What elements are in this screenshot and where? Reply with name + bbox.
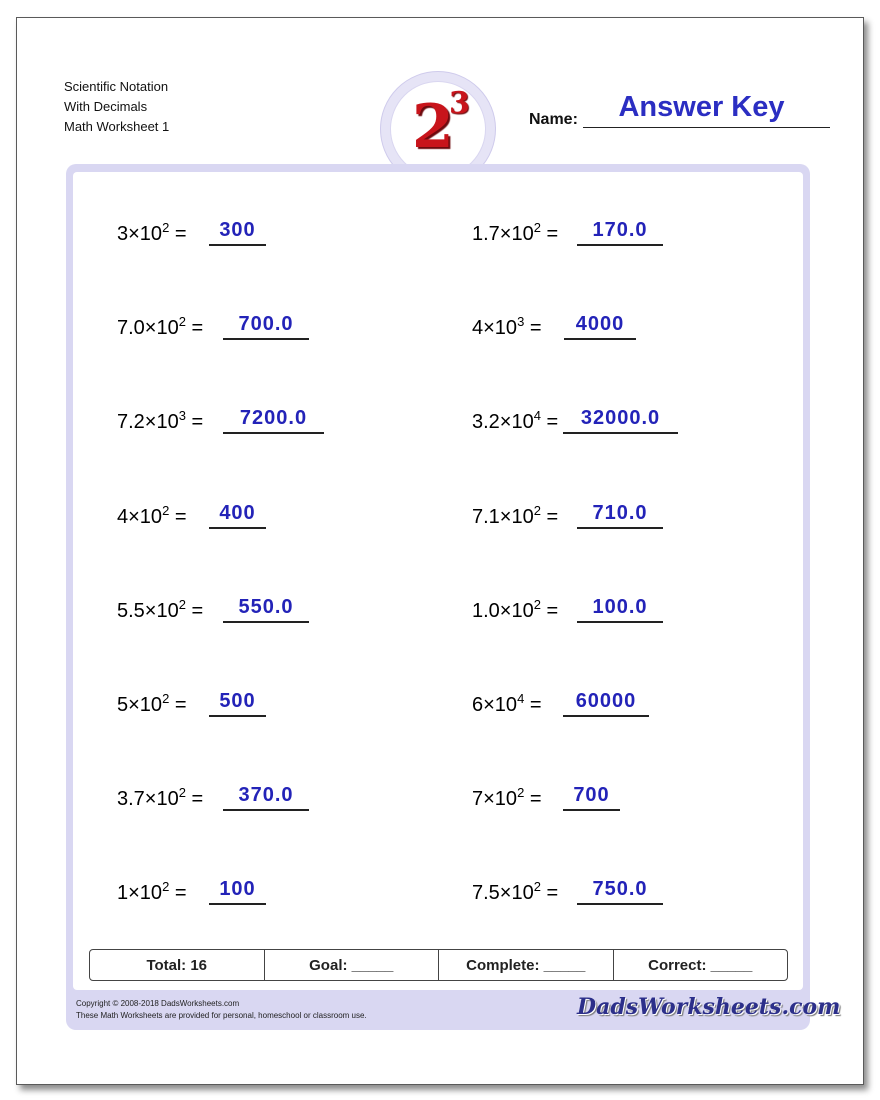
problem-exponent: 2 [178,597,186,612]
name-label: Name: [529,111,578,128]
equals-sign: = [524,317,542,339]
answer-blank[interactable] [577,593,663,623]
problem-expression [117,220,187,246]
equals-sign: = [540,506,559,528]
problem-item [472,875,712,909]
answer-blank[interactable] [223,781,309,811]
answer-blank[interactable] [563,781,620,811]
problem-expression [117,785,203,811]
problem-base: 4×10 [472,317,518,339]
score-goal[interactable]: Goal: _____ [265,950,440,980]
problem-exponent: 2 [162,691,170,706]
answer-value: 100.0 [592,596,648,618]
problem-expression [117,597,203,623]
answer-value: 370.0 [238,784,294,806]
problem-expression [472,314,542,340]
name-field-line[interactable] [583,127,830,128]
problem-expression [472,597,558,623]
problem-expression [472,785,542,811]
problem-base: 6×10 [472,694,518,716]
problem-expression [472,408,558,434]
worksheet-title [64,77,169,137]
problem-item [472,593,712,627]
problem-exponent: 2 [162,503,170,518]
problem-item [117,781,357,815]
answer-value: 32000.0 [580,407,661,429]
copyright-notice [76,998,367,1022]
answer-blank[interactable] [209,216,266,246]
dadsworksheets-logo[interactable]: DadsWorksheets.com [577,994,841,1020]
problem-exponent: 3 [178,408,186,423]
answer-value: 700 [573,784,610,806]
problem-expression [117,503,187,529]
problem-item [117,216,357,250]
answer-value: 300 [219,219,256,241]
problem-expression [472,503,558,529]
problem-base: 5.5×10 [117,600,179,622]
answer-blank[interactable] [577,875,663,905]
answer-value: 60000 [575,690,637,712]
answer-value: 710.0 [592,502,648,524]
answer-value: 550.0 [238,596,294,618]
problem-expression [117,408,203,434]
problem-item [117,404,357,438]
problem-item [117,499,357,533]
equals-sign: = [524,694,542,716]
problem-item [472,781,712,815]
problem-base: 3.2×10 [472,411,534,433]
usage-line: These Math Worksheets are provided for personal, homeschool or classroom use. [76,1011,367,1020]
problem-exponent: 2 [517,785,525,800]
problem-base: 7.5×10 [472,882,534,904]
answer-value: 750.0 [592,878,648,900]
problem-exponent: 2 [162,220,170,235]
answer-blank[interactable] [223,593,309,623]
problem-expression [472,879,558,905]
answer-blank[interactable] [564,310,636,340]
answer-value: 4000 [575,313,625,335]
answer-blank[interactable] [563,687,649,717]
answer-blank[interactable] [223,310,309,340]
problem-exponent: 2 [533,597,541,612]
equals-sign: = [185,317,204,339]
equals-sign: = [169,223,187,245]
problem-item [472,687,712,721]
problem-item [117,875,357,909]
score-correct[interactable]: Correct: _____ [648,956,753,974]
answer-value: 700.0 [238,313,294,335]
problem-exponent: 2 [533,220,541,235]
answer-value: 7200.0 [239,407,308,429]
problem-exponent: 2 [533,879,541,894]
problem-item [472,216,712,250]
title-line-2: With Decimals [64,99,148,114]
problem-exponent: 4 [517,691,525,706]
title-line-1: Scientific Notation [64,79,169,94]
problem-expression [117,314,203,340]
equals-sign: = [169,882,187,904]
problem-exponent: 2 [162,879,170,894]
answer-key-text: Answer Key [618,91,785,123]
problem-exponent: 2 [178,314,186,329]
problem-expression [117,691,187,717]
problem-base: 7.1×10 [472,506,534,528]
problem-expression [117,879,187,905]
badge-inner-circle [390,81,486,177]
answer-blank[interactable] [209,875,266,905]
problem-expression [472,691,542,717]
problem-base: 3.7×10 [117,788,179,810]
problem-item [117,687,357,721]
equals-sign: = [185,600,204,622]
equals-sign: = [540,600,559,622]
copyright-line: Copyright © 2008-2018 DadsWorksheets.com [76,999,240,1008]
equals-sign: = [169,506,187,528]
answer-value: 100 [219,878,256,900]
problem-base: 1.0×10 [472,600,534,622]
equals-sign: = [540,411,559,433]
answer-blank[interactable] [209,687,266,717]
problem-item [472,499,712,533]
answer-value: 500 [219,690,256,712]
problem-base: 4×10 [117,506,163,528]
score-complete[interactable]: Complete: _____ [439,950,614,980]
problem-base: 1.7×10 [472,223,534,245]
problem-base: 7.2×10 [117,411,179,433]
problem-item [472,404,712,438]
problem-base: 7.0×10 [117,317,179,339]
equals-sign: = [540,223,559,245]
problem-exponent: 2 [533,503,541,518]
problems-panel [73,172,803,990]
answer-value: 400 [219,502,256,524]
answer-blank[interactable] [209,499,266,529]
problem-expression [472,220,558,246]
badge-exponent-digit: 3 [449,86,470,121]
equals-sign: = [185,411,204,433]
answer-blank[interactable] [563,404,678,434]
problem-exponent: 3 [517,314,525,329]
answer-blank[interactable] [577,499,663,529]
problem-base: 7×10 [472,788,518,810]
equals-sign: = [169,694,187,716]
problem-base: 1×10 [117,882,163,904]
score-bar [89,949,788,981]
answer-blank[interactable] [577,216,663,246]
problem-base: 3×10 [117,223,163,245]
equals-sign: = [540,882,559,904]
equals-sign: = [524,788,542,810]
problem-item [472,310,712,344]
problem-exponent: 2 [178,785,186,800]
problem-exponent: 4 [533,408,541,423]
answer-blank[interactable] [223,404,324,434]
problem-item [117,310,357,344]
problem-base: 5×10 [117,694,163,716]
answer-value: 170.0 [592,219,648,241]
badge-base-digit: 2 [412,92,454,162]
equals-sign: = [185,788,204,810]
score-total: Total: 16 [90,950,265,980]
title-line-3: Math Worksheet 1 [64,119,170,134]
problem-item [117,593,357,627]
